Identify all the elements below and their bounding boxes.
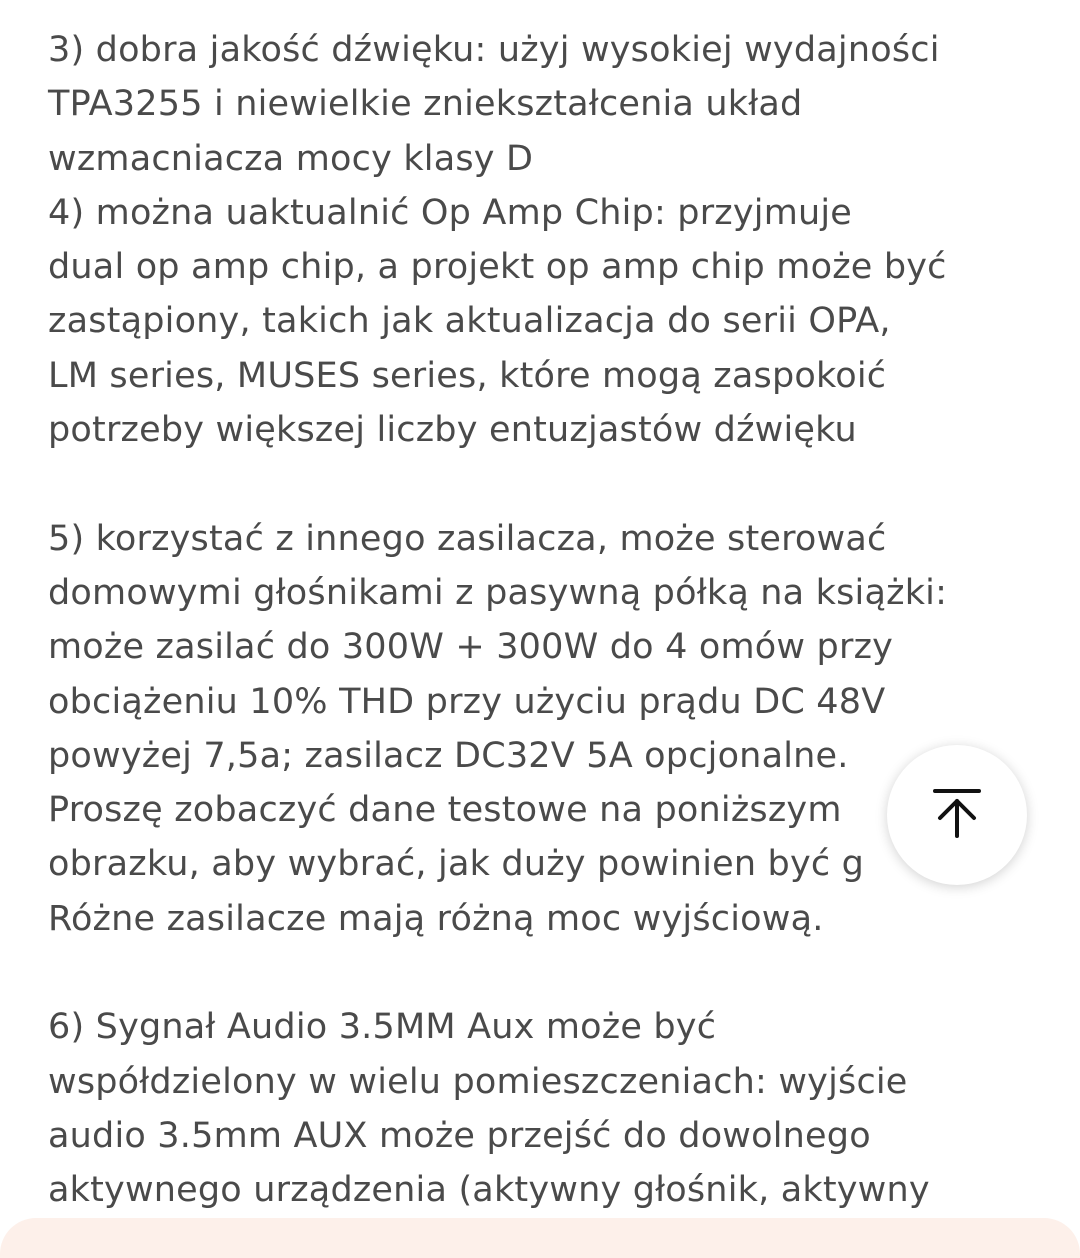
description-paragraph-4	[48, 186, 1048, 457]
description-paragraph-3	[48, 23, 1048, 186]
description-line: TPA3255 i niewielkie zniekształcenia układ	[48, 84, 803, 125]
description-line: wzmacniacza mocy klasy D	[48, 138, 534, 179]
description-line: może zasilać do 300W + 300W do 4 omów przy	[48, 627, 894, 668]
description-line: powyżej 7,5a; zasilacz DC32V 5A opcjonalne.	[48, 735, 849, 776]
description-line: potrzeby większej liczby entuzjastów dźwięku	[48, 410, 857, 451]
description-line: Proszę zobaczyć dane testowe na poniższym	[48, 790, 842, 831]
paragraph-spacer	[48, 457, 1048, 511]
description-line: LM series, MUSES series, które mogą zaspokoić	[48, 355, 887, 396]
description-line: domowymi głośnikami z pasywną półką na książki:	[48, 572, 948, 613]
description-line: zastąpiony, takich jak aktualizacja do serii OPA,	[48, 301, 891, 342]
bottom-sheet-edge	[0, 1218, 1080, 1258]
description-line: 5) korzystać z innego zasilacza, może sterować	[48, 518, 887, 559]
description-line: 3) dobra jakość dźwięku: użyj wysokiej wydajności	[48, 30, 940, 70]
scroll-to-top-button[interactable]	[887, 745, 1027, 885]
arrow-up-to-line-icon	[932, 787, 982, 843]
description-line: 4) można uaktualnić Op Amp Chip: przyjmuje	[48, 192, 853, 233]
product-description	[48, 23, 1048, 1218]
description-line: Różne zasilacze mają różną moc wyjściową.	[48, 898, 824, 939]
description-line: współdzielony w wielu pomieszczeniach: wyjście	[48, 1061, 908, 1102]
description-line: aktywnego urządzenia (aktywny głośnik, aktywny	[48, 1170, 930, 1211]
description-line: dual op amp chip, a projekt op amp chip może być	[48, 247, 947, 288]
description-paragraph-6	[48, 1000, 1048, 1217]
description-line: 6) Sygnał Audio 3.5MM Aux może być	[48, 1007, 717, 1048]
description-line: obrazku, aby wybrać, jak duży powinien być g	[48, 844, 865, 885]
description-paragraph-5	[48, 512, 1048, 946]
paragraph-spacer	[48, 946, 1048, 1000]
description-line: obciążeniu 10% THD przy użyciu prądu DC 48V	[48, 681, 886, 722]
description-line: audio 3.5mm AUX może przejść do dowolnego	[48, 1115, 871, 1156]
